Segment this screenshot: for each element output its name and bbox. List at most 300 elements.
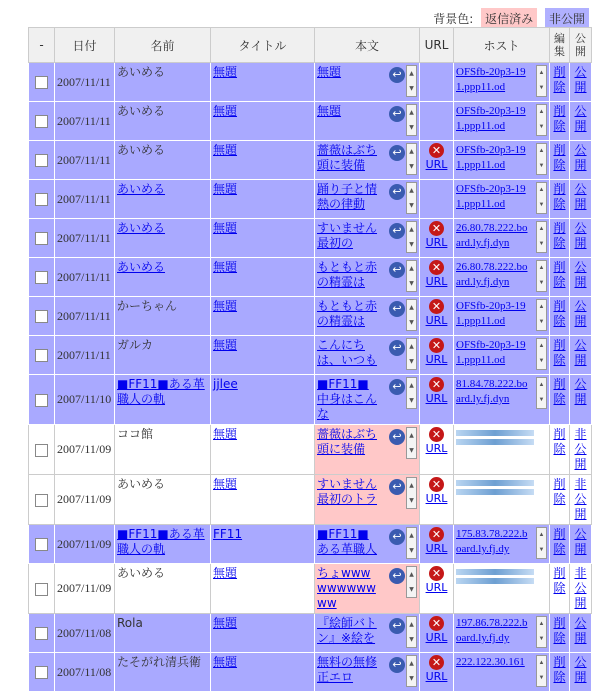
reply-icon[interactable]: ↩: [389, 184, 405, 200]
reply-icon[interactable]: ↩: [389, 529, 405, 545]
row-checkbox[interactable]: [35, 583, 48, 596]
public-toggle-link[interactable]: 公開: [574, 338, 587, 367]
row-date: 2007/11/11: [55, 219, 115, 258]
row-host-link[interactable]: 175.83.78.222.board.ly.fj.dy: [456, 528, 528, 555]
public-toggle-link[interactable]: 公開: [574, 104, 587, 133]
row-url-link[interactable]: URL: [425, 392, 448, 405]
body-scrollbar[interactable]: ▲ ▼: [406, 566, 417, 598]
row-name-cell: [115, 425, 211, 475]
row-checkbox-cell: [29, 564, 55, 614]
delete-url-icon[interactable]: ✕: [429, 477, 444, 492]
row-host-cell: [454, 141, 550, 180]
row-url-link[interactable]: URL: [425, 670, 448, 683]
row-name-cell: [115, 653, 211, 692]
row-title-link[interactable]: 無題: [213, 616, 238, 630]
col-date[interactable]: 日付: [55, 28, 115, 63]
body-scrollbar[interactable]: ▲ ▼: [406, 427, 417, 459]
host-scrollbar[interactable]: ▲ ▼: [536, 104, 547, 136]
body-scrollbar[interactable]: ▲ ▼: [406, 221, 417, 253]
reply-icon[interactable]: ↩: [389, 145, 405, 161]
row-public-cell: [570, 102, 592, 141]
delete-link[interactable]: 削除: [553, 299, 566, 328]
table-row: [29, 180, 592, 219]
row-title-cell: [211, 525, 315, 564]
row-delete-cell: [550, 180, 570, 219]
row-name: ココ館: [117, 427, 154, 441]
row-public-cell: [570, 219, 592, 258]
host-scrollbar[interactable]: ▲ ▼: [536, 143, 547, 175]
delete-url-icon[interactable]: ✕: [429, 143, 444, 158]
row-url-cell: [420, 525, 454, 564]
row-title-cell: [211, 564, 315, 614]
delete-link[interactable]: 削除: [553, 182, 566, 211]
row-title-link[interactable]: 無題: [213, 104, 238, 118]
row-title-cell: [211, 219, 315, 258]
row-title-cell: [211, 425, 315, 475]
row-body-link[interactable]: もともと赤の精霊は: [317, 299, 378, 328]
host-scrollbar[interactable]: ▲ ▼: [536, 527, 547, 559]
row-body-link[interactable]: 踊り子と情熱の律動: [317, 182, 378, 211]
row-name: Rola: [117, 616, 143, 630]
row-name-cell: [115, 102, 211, 141]
row-public-cell: [570, 564, 592, 614]
delete-url-icon[interactable]: ✕: [429, 299, 444, 314]
row-title-cell: [211, 653, 315, 692]
row-title-link[interactable]: jjlee: [213, 377, 238, 391]
row-name-cell: [115, 219, 211, 258]
row-checkbox-cell: [29, 475, 55, 525]
row-title-link[interactable]: 無題: [213, 477, 238, 491]
host-scrollbar[interactable]: ▲ ▼: [536, 260, 547, 292]
row-public-cell: [570, 336, 592, 375]
row-date: 2007/11/11: [55, 141, 115, 180]
delete-link[interactable]: 削除: [553, 377, 566, 406]
body-scrollbar[interactable]: ▲ ▼: [406, 616, 417, 648]
delete-link[interactable]: 削除: [553, 338, 566, 367]
col-body[interactable]: 本文: [315, 28, 420, 63]
col-check: -: [29, 28, 55, 63]
row-url-cell: [420, 564, 454, 614]
public-toggle-link[interactable]: 公開: [574, 299, 587, 328]
public-toggle-link[interactable]: 非公開: [574, 427, 587, 471]
row-date: 2007/11/11: [55, 63, 115, 102]
row-checkbox[interactable]: [35, 538, 48, 551]
reply-icon[interactable]: ↩: [389, 479, 405, 495]
row-checkbox-cell: [29, 375, 55, 425]
row-host-link[interactable]: OFSfb-20p3-191.ppp11.od: [456, 105, 526, 132]
delete-link[interactable]: 削除: [553, 527, 566, 556]
delete-url-icon[interactable]: ✕: [429, 616, 444, 631]
row-title-cell: [211, 614, 315, 653]
col-title[interactable]: タイトル: [211, 28, 315, 63]
row-title-cell: [211, 475, 315, 525]
host-scrollbar[interactable]: ▲ ▼: [536, 65, 547, 97]
col-host[interactable]: ホスト: [454, 28, 550, 63]
row-host-cell: [454, 425, 550, 475]
row-checkbox-cell: [29, 180, 55, 219]
row-title-link[interactable]: 無題: [213, 655, 238, 669]
row-url-link[interactable]: URL: [425, 236, 448, 249]
row-title-link[interactable]: 無題: [213, 65, 238, 79]
row-date: 2007/11/08: [55, 653, 115, 692]
delete-link[interactable]: 削除: [553, 655, 566, 684]
row-body-cell: [315, 475, 420, 525]
row-delete-cell: [550, 475, 570, 525]
row-public-cell: [570, 258, 592, 297]
delete-url-icon[interactable]: ✕: [429, 527, 444, 542]
row-title-link[interactable]: 無題: [213, 427, 238, 441]
table-row: [29, 102, 592, 141]
row-name: あいめる: [117, 477, 166, 491]
table-row: [29, 258, 592, 297]
row-checkbox[interactable]: [35, 232, 48, 245]
row-checkbox-cell: [29, 141, 55, 180]
row-host-cell: [454, 258, 550, 297]
table-row: [29, 475, 592, 525]
row-url-cell: [420, 336, 454, 375]
row-host-cell: [454, 475, 550, 525]
public-toggle-link[interactable]: 公開: [574, 260, 587, 289]
row-title-link[interactable]: 無題: [213, 143, 238, 157]
row-host-cell: [454, 63, 550, 102]
col-public: 公開: [570, 28, 592, 63]
row-checkbox-cell: [29, 258, 55, 297]
row-body-cell: [315, 614, 420, 653]
row-checkbox-cell: [29, 425, 55, 475]
reply-icon[interactable]: ↩: [389, 223, 405, 239]
row-body-cell: [315, 180, 420, 219]
row-body-cell: [315, 525, 420, 564]
public-toggle-link[interactable]: 公開: [574, 655, 587, 684]
table-row: [29, 297, 592, 336]
row-url-cell: [420, 141, 454, 180]
table-row: [29, 614, 592, 653]
body-scrollbar[interactable]: ▲ ▼: [406, 527, 417, 559]
col-url[interactable]: URL: [420, 28, 454, 63]
row-checkbox[interactable]: [35, 494, 48, 507]
row-name-cell: [115, 525, 211, 564]
reply-icon[interactable]: ↩: [389, 67, 405, 83]
row-title-cell: [211, 375, 315, 425]
body-scrollbar[interactable]: ▲ ▼: [406, 655, 417, 687]
header-row: [29, 28, 592, 63]
redacted-host: [456, 480, 534, 486]
row-public-cell: [570, 653, 592, 692]
row-date: 2007/11/10: [55, 375, 115, 425]
row-name[interactable]: ■FF11■ある革職人の軌: [117, 377, 205, 406]
row-checkbox-cell: [29, 102, 55, 141]
row-url-link[interactable]: URL: [425, 442, 448, 455]
public-toggle-link[interactable]: 公開: [574, 65, 587, 94]
row-url-link[interactable]: URL: [425, 631, 448, 644]
row-name[interactable]: あいめる: [117, 260, 166, 274]
host-scrollbar[interactable]: ▲ ▼: [536, 182, 547, 214]
reply-icon[interactable]: ↩: [389, 340, 405, 356]
delete-url-icon[interactable]: ✕: [429, 655, 444, 670]
row-body-cell: [315, 375, 420, 425]
row-body-cell: [315, 258, 420, 297]
delete-url-icon[interactable]: ✕: [429, 260, 444, 275]
row-checkbox[interactable]: [35, 394, 48, 407]
row-title-link[interactable]: 無題: [213, 221, 238, 235]
host-scrollbar[interactable]: ▲ ▼: [536, 655, 547, 687]
public-toggle-link[interactable]: 公開: [574, 377, 587, 406]
host-scrollbar[interactable]: ▲ ▼: [536, 616, 547, 648]
host-scrollbar[interactable]: ▲ ▼: [536, 338, 547, 370]
delete-link[interactable]: 削除: [553, 143, 566, 172]
row-public-cell: [570, 63, 592, 102]
body-scrollbar[interactable]: ▲ ▼: [406, 260, 417, 292]
row-checkbox[interactable]: [35, 310, 48, 323]
row-date: 2007/11/09: [55, 525, 115, 564]
row-title-link[interactable]: 無題: [213, 260, 238, 274]
host-scrollbar[interactable]: ▲ ▼: [536, 377, 547, 409]
reply-icon[interactable]: ↩: [389, 568, 405, 584]
row-checkbox[interactable]: [35, 444, 48, 457]
table-row: [29, 141, 592, 180]
row-title-cell: [211, 141, 315, 180]
table-row: [29, 219, 592, 258]
row-name-cell: [115, 63, 211, 102]
body-scrollbar[interactable]: ▲ ▼: [406, 477, 417, 509]
row-host-cell: [454, 525, 550, 564]
row-host-link[interactable]: OFSfb-20p3-191.ppp11.od: [456, 183, 526, 210]
row-checkbox[interactable]: [35, 666, 48, 679]
delete-link[interactable]: 削除: [553, 221, 566, 250]
row-public-cell: [570, 475, 592, 525]
row-host-link[interactable]: OFSfb-20p3-191.ppp11.od: [456, 66, 526, 93]
col-edit: 編集: [550, 28, 570, 63]
row-host-link[interactable]: OFSfb-20p3-191.ppp11.od: [456, 144, 526, 171]
delete-link[interactable]: 削除: [553, 260, 566, 289]
row-host-link[interactable]: 222.122.30.161: [456, 656, 525, 668]
row-host-link[interactable]: 26.80.78.222.board.ly.fj.dyn: [456, 222, 528, 249]
row-host-cell: [454, 102, 550, 141]
row-checkbox[interactable]: [35, 627, 48, 640]
row-checkbox[interactable]: [35, 193, 48, 206]
row-body-cell: [315, 336, 420, 375]
row-body-link[interactable]: もともと赤の精霊は: [317, 260, 378, 289]
delete-url-icon[interactable]: ✕: [429, 566, 444, 581]
row-body-link[interactable]: こんにちは、いつも: [317, 338, 378, 367]
row-name: ガルカ: [117, 338, 154, 352]
reply-icon[interactable]: ↩: [389, 379, 405, 395]
row-name: あいめる: [117, 566, 166, 580]
row-checkbox[interactable]: [35, 115, 48, 128]
row-body-link[interactable]: 薔薇はぶち頭に装備: [317, 427, 378, 456]
row-url-link[interactable]: URL: [425, 275, 448, 288]
body-scrollbar[interactable]: ▲ ▼: [406, 104, 417, 136]
row-name: たそがれ清兵衛: [117, 655, 202, 669]
row-name-cell: [115, 375, 211, 425]
row-host-cell: [454, 336, 550, 375]
row-name-cell: [115, 141, 211, 180]
row-name: あいめる: [117, 65, 166, 79]
reply-icon[interactable]: ↩: [389, 301, 405, 317]
table-row: [29, 564, 592, 614]
row-delete-cell: [550, 63, 570, 102]
row-checkbox-cell: [29, 297, 55, 336]
row-host-cell: [454, 614, 550, 653]
row-url-cell: [420, 653, 454, 692]
row-name[interactable]: あいめる: [117, 182, 166, 196]
row-body-link[interactable]: 無題: [317, 65, 342, 79]
public-toggle-link[interactable]: 非公開: [574, 477, 587, 521]
row-name[interactable]: ■FF11■ある革職人の軌: [117, 527, 205, 556]
row-date: 2007/11/11: [55, 297, 115, 336]
row-name-cell: [115, 180, 211, 219]
row-url-link[interactable]: URL: [425, 314, 448, 327]
row-host-link[interactable]: OFSfb-20p3-191.ppp11.od: [456, 339, 526, 366]
row-body-cell: [315, 219, 420, 258]
reply-icon[interactable]: ↩: [389, 262, 405, 278]
row-public-cell: [570, 375, 592, 425]
row-host-cell: [454, 564, 550, 614]
row-name: あいめる: [117, 104, 166, 118]
row-url-cell: [420, 258, 454, 297]
row-title-link[interactable]: 無題: [213, 299, 238, 313]
row-url-cell: [420, 297, 454, 336]
row-delete-cell: [550, 614, 570, 653]
reply-icon[interactable]: ↩: [389, 618, 405, 634]
row-checkbox-cell: [29, 614, 55, 653]
row-delete-cell: [550, 219, 570, 258]
row-url-cell: [420, 425, 454, 475]
row-date: 2007/11/08: [55, 614, 115, 653]
legend-private: 非公開: [545, 8, 589, 29]
row-body-link[interactable]: 『絵師バトン』※絵を: [317, 616, 377, 645]
row-name: あいめる: [117, 143, 166, 157]
row-public-cell: [570, 614, 592, 653]
public-toggle-link[interactable]: 非公開: [574, 566, 587, 610]
public-toggle-link[interactable]: 公開: [574, 143, 587, 172]
delete-link[interactable]: 削除: [553, 427, 566, 456]
row-body-link[interactable]: 薔薇はぶち頭に装備: [317, 143, 378, 172]
body-scrollbar[interactable]: ▲ ▼: [406, 182, 417, 214]
col-name[interactable]: 名前: [115, 28, 211, 63]
row-body-link[interactable]: ■FF11■中身はこんな: [317, 377, 378, 421]
body-scrollbar[interactable]: ▲ ▼: [406, 143, 417, 175]
table-row: [29, 375, 592, 425]
row-title-link[interactable]: 無題: [213, 338, 238, 352]
row-url-link[interactable]: URL: [425, 581, 448, 594]
row-name[interactable]: あいめる: [117, 221, 166, 235]
row-host-cell: [454, 219, 550, 258]
row-host-link[interactable]: 197.86.78.222.board.ly.fj.dy: [456, 617, 528, 644]
delete-url-icon[interactable]: ✕: [429, 221, 444, 236]
delete-url-icon[interactable]: ✕: [429, 338, 444, 353]
row-title-link[interactable]: FF11: [213, 527, 243, 541]
row-body-cell: [315, 297, 420, 336]
row-name-cell: [115, 614, 211, 653]
delete-link[interactable]: 削除: [553, 65, 566, 94]
row-delete-cell: [550, 102, 570, 141]
table-row: [29, 525, 592, 564]
body-scrollbar[interactable]: ▲ ▼: [406, 377, 417, 409]
public-toggle-link[interactable]: 公開: [574, 221, 587, 250]
delete-link[interactable]: 削除: [553, 566, 566, 595]
legend-replied: 返信済み: [481, 8, 537, 29]
delete-link[interactable]: 削除: [553, 104, 566, 133]
row-url-link[interactable]: URL: [425, 158, 448, 171]
table-row: [29, 63, 592, 102]
row-title-link[interactable]: 無題: [213, 182, 238, 196]
row-delete-cell: [550, 258, 570, 297]
row-checkbox-cell: [29, 653, 55, 692]
row-delete-cell: [550, 297, 570, 336]
row-body-cell: [315, 63, 420, 102]
row-checkbox[interactable]: [35, 271, 48, 284]
delete-link[interactable]: 削除: [553, 477, 566, 506]
row-host-link[interactable]: OFSfb-20p3-191.ppp11.od: [456, 300, 526, 327]
row-host-cell: [454, 297, 550, 336]
delete-url-icon[interactable]: ✕: [429, 377, 444, 392]
reply-icon[interactable]: ↩: [389, 106, 405, 122]
redacted-host: [456, 489, 534, 495]
row-body-link[interactable]: すいません 最初のトラ: [317, 477, 378, 506]
row-delete-cell: [550, 525, 570, 564]
body-scrollbar[interactable]: ▲ ▼: [406, 65, 417, 97]
row-delete-cell: [550, 653, 570, 692]
row-title-cell: [211, 258, 315, 297]
row-title-link[interactable]: 無題: [213, 566, 238, 580]
public-toggle-link[interactable]: 公開: [574, 182, 587, 211]
row-url-cell: [420, 219, 454, 258]
row-public-cell: [570, 180, 592, 219]
row-url-link[interactable]: URL: [425, 542, 448, 555]
row-checkbox[interactable]: [35, 76, 48, 89]
row-title-cell: [211, 63, 315, 102]
host-scrollbar[interactable]: ▲ ▼: [536, 221, 547, 253]
row-date: 2007/11/09: [55, 475, 115, 525]
row-body-link[interactable]: 無題: [317, 104, 342, 118]
row-title-cell: [211, 180, 315, 219]
reply-icon[interactable]: ↩: [389, 657, 405, 673]
row-checkbox-cell: [29, 63, 55, 102]
row-body-link[interactable]: 無料の無修正エロ: [317, 655, 378, 684]
row-date: 2007/11/11: [55, 102, 115, 141]
row-host-link[interactable]: 81.84.78.222.board.ly.fj.dyn: [456, 378, 528, 405]
row-body-link[interactable]: すいません 最初の: [317, 221, 378, 250]
row-host-link[interactable]: 26.80.78.222.board.ly.fj.dyn: [456, 261, 528, 288]
body-scrollbar[interactable]: ▲ ▼: [406, 299, 417, 331]
row-checkbox-cell: [29, 336, 55, 375]
row-date: 2007/11/09: [55, 564, 115, 614]
public-toggle-link[interactable]: 公開: [574, 527, 587, 556]
row-name-cell: [115, 336, 211, 375]
row-checkbox[interactable]: [35, 154, 48, 167]
delete-link[interactable]: 削除: [553, 616, 566, 645]
row-date: 2007/11/11: [55, 258, 115, 297]
row-body-link[interactable]: ■FF11■ある革職人: [317, 527, 378, 556]
legend-label: 背景色:: [433, 12, 474, 26]
row-checkbox[interactable]: [35, 349, 48, 362]
row-body-link[interactable]: ちょwwwwwwwwwww: [317, 566, 376, 610]
public-toggle-link[interactable]: 公開: [574, 616, 587, 645]
body-scrollbar[interactable]: ▲ ▼: [406, 338, 417, 370]
reply-icon[interactable]: ↩: [389, 429, 405, 445]
redacted-host: [456, 569, 534, 575]
row-url-cell: [420, 102, 454, 141]
row-checkbox-cell: [29, 219, 55, 258]
row-host-cell: [454, 180, 550, 219]
row-public-cell: [570, 425, 592, 475]
delete-url-icon[interactable]: ✕: [429, 427, 444, 442]
row-url-link[interactable]: URL: [425, 353, 448, 366]
host-scrollbar[interactable]: ▲ ▼: [536, 299, 547, 331]
row-url-link[interactable]: URL: [425, 492, 448, 505]
row-date: 2007/11/11: [55, 180, 115, 219]
